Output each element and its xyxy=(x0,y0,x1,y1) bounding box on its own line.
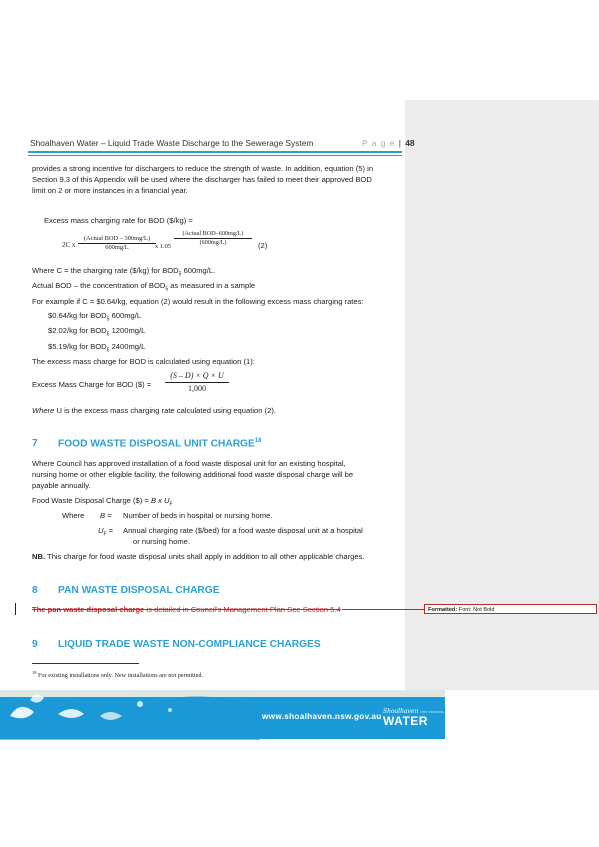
section-7-heading: 7 FOOD WASTE DISPOSAL UNIT CHARGE$^{18}$ xyxy=(32,438,262,450)
definition-c: Where C = the charging rate ($/kg) for $BOD_5$ 600mg/L. xyxy=(32,266,216,278)
section-8-heading: 8 PAN WASTE DISPOSAL CHARGE xyxy=(32,585,220,596)
eq-prefix: 2C x xyxy=(62,241,76,249)
change-bar xyxy=(15,603,16,615)
formatted-comment-balloon[interactable]: Formatted: Font: Not Bold xyxy=(424,604,597,614)
section-7-line-3: payable annually. xyxy=(32,481,91,490)
intro-line-3: limit on 2 or more instances in a financial year. xyxy=(32,186,188,195)
var-b: B = xyxy=(100,511,112,520)
var-uf-def-cont: or nursing home. xyxy=(133,537,190,546)
example-rate-2: $2.02/kg for $BOD_5$ 1200mg/L xyxy=(48,326,146,338)
eq-fraction-1 xyxy=(78,235,156,252)
excess-charge-num: (S – D) × Q × U xyxy=(170,371,224,380)
food-waste-formula: Food Waste Disposal Charge ($) = B x $U_F$ xyxy=(32,496,173,508)
eq-exponent xyxy=(174,230,252,247)
example-rate-3: $5.19/kg for $BOD_5$ 2400mg/L xyxy=(48,342,146,354)
where-label: Where xyxy=(62,511,85,520)
example-intro: For example if C = $0.64/kg, equation (2) would result in the following excess mass charging rates: xyxy=(32,297,364,306)
deleted-text[interactable]: The pan waste disposal charge is detailed in Council's Management Plan See Section 5.4 xyxy=(32,605,341,614)
footnote-rule xyxy=(32,663,139,664)
excess-charge-label: Excess Mass Charge for BOD ($) = xyxy=(32,380,152,389)
eq-frac1-num: (Actual BOD – 300mg/L) xyxy=(83,235,151,242)
excess-charge-intro: The excess mass charge for BOD is calculated using equation (1): xyxy=(32,357,255,366)
header-title: Shoalhaven Water – Liquid Trade Waste Discharge to the Sewerage System xyxy=(30,138,314,148)
where-u: Where U is the excess mass charging rate calculated using equation (2). xyxy=(32,406,276,415)
footer-url[interactable]: www.shoalhaven.nsw.gov.au xyxy=(262,712,382,721)
header-page-number xyxy=(362,138,415,148)
shoalhaven-water-logo: Shoalhaven CITY COUNCIL WATER xyxy=(383,708,445,728)
eq-exp-num: (Actual BOD–600mg/L) xyxy=(182,230,244,237)
excess-charge-den: 1,000 xyxy=(165,382,229,395)
header-rule xyxy=(28,151,402,153)
header-rule-thin xyxy=(28,155,402,156)
section-9-heading: 9 LIQUID TRADE WASTE NON-COMPLIANCE CHARGES xyxy=(32,639,321,650)
eq-exp-den: (600mg/L) xyxy=(174,238,252,247)
eq-mid: x 1.05 xyxy=(155,243,171,250)
intro-line-1: provides a strong incentive for dischargers to reduce the strength of waste. In addition, equation (5) in xyxy=(32,164,374,173)
nb-note: NB. This charge for food waste disposal units shall apply in addition to all other applicable charges. xyxy=(32,552,365,561)
footnote: $^{18}$ For existing installations only. New installations are not permitted. xyxy=(32,670,203,680)
var-uf: $U_F$ = xyxy=(98,526,114,538)
eq-frac1-den: 600mg/L xyxy=(78,243,156,252)
intro-line-2: Section 9.3 of this Appendix will be used where the discharger has failed to meet their approved BOD xyxy=(32,175,372,184)
footer-shell-decoration xyxy=(0,686,260,740)
section-7-line-1: Where Council has approved installation of a food waste disposal unit for an existing hospital, xyxy=(32,459,346,468)
page-number: 48 xyxy=(405,138,415,148)
excess-charge-fraction xyxy=(165,370,229,395)
section-7-line-2: nursing home or other eligible facility, the following additional food waste disposal charge will be xyxy=(32,470,354,479)
comment-connector xyxy=(342,609,424,610)
bod-rate-label: Excess mass charging rate for BOD ($/kg) = xyxy=(44,216,193,225)
eq-number: (2) xyxy=(258,241,268,250)
example-rate-1: $0.64/kg for $BOD_5$ 600mg/L xyxy=(48,311,142,323)
var-b-def: Number of beds in hospital or nursing home. xyxy=(123,511,273,520)
var-uf-def: Annual charging rate ($/bed) for a food waste disposal unit at a hospital xyxy=(123,526,363,535)
page-separator: | xyxy=(398,138,402,148)
definition-actual-bod: Actual BOD – the concentration of $BOD_5$ as measured in a sample xyxy=(32,281,256,293)
page-word: P a g e xyxy=(362,138,396,148)
markup-pane xyxy=(405,100,599,690)
